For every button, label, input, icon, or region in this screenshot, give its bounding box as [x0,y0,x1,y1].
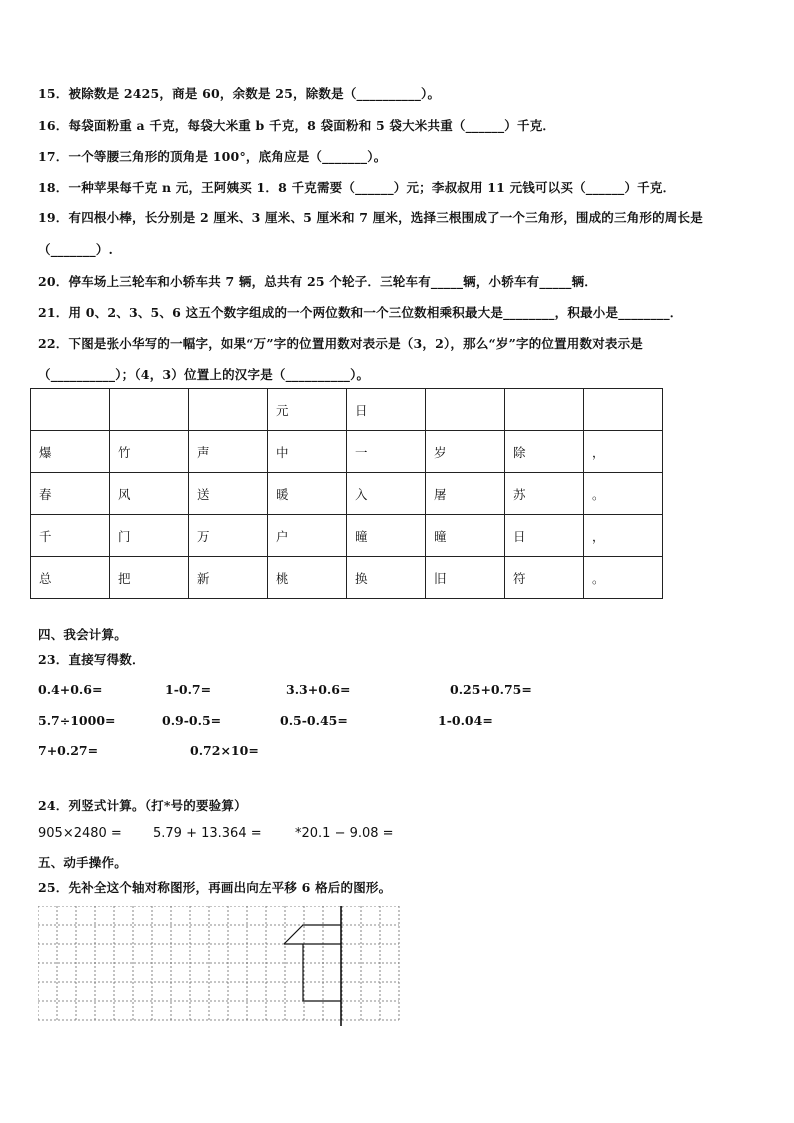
table-cell: 门 [110,515,189,557]
table-row [31,557,663,599]
table-cell: 总 [31,557,110,599]
vertical-calc-item: 5.79 + 13.364 = [153,826,262,841]
calc-item: 0.72×10= [190,743,259,758]
calc-item: 3.3+0.6= [286,682,351,697]
table-cell: 入 [347,473,426,515]
table-cell: 除 [505,431,584,473]
section-5-title: 五、动手操作。 [38,855,127,870]
calc-item: 5.7÷1000= [38,713,116,728]
table-cell: 日 [505,515,584,557]
question-16: 16．每袋面粉重 a 千克，每袋大米重 b 千克，8 袋面粉和 5 袋大米共重（______）千克． [38,118,556,133]
table-cell: 中 [268,431,347,473]
question-25: 25．先补全这个轴对称图形，再画出向左平移 6 格后的图形。 [38,880,392,895]
calc-item: 1-0.04= [438,713,493,728]
half-figure [284,925,341,944]
table-cell [31,389,110,431]
question-24: 24．列竖式计算。（打*号的要验算） [38,798,247,813]
question-19-line1: 19．有四根小棒，长分别是 2 厘米、3 厘米、5 厘米和 7 厘米，选择三根围成了一个三角形，围成的三角形的周长是 [38,210,703,225]
table-cell [426,389,505,431]
table-cell: 竹 [110,431,189,473]
table-cell: 万 [189,515,268,557]
table-row [31,431,663,473]
question-15: 15．被除数是 2425，商是 60，余数是 25，除数是（__________）。 [38,86,441,101]
question-22-line1: 22．下图是张小华写的一幅字，如果“万”字的位置用数对表示是（3，2），那么“岁”字的位置用数对表示是 [38,336,644,351]
table-row [31,473,663,515]
question-23: 23．直接写得数． [38,652,145,667]
question-22-line2: （__________）；（4，3）位置上的汉字是（__________）。 [38,367,370,382]
table-cell [189,389,268,431]
question-21: 21．用 0、2、3、5、6 这五个数字组成的一个两位数和一个三位数相乘积最大是________，积最小是________． [38,305,683,320]
calc-item: 1-0.7= [165,682,212,697]
calc-item: 0.9-0.5= [162,713,222,728]
table-cell: 屠 [426,473,505,515]
calc-item: 0.5-0.45= [280,713,348,728]
table-cell [110,389,189,431]
table-cell: 千 [31,515,110,557]
calligraphy-grid-table [30,388,663,599]
table-cell: 一 [347,431,426,473]
table-row [31,389,663,431]
calc-item: 0.25+0.75= [450,682,532,697]
half-figure-body [303,944,341,1001]
table-cell: 春 [31,473,110,515]
table-cell: 送 [189,473,268,515]
table-cell: 换 [347,557,426,599]
table-cell: 旧 [426,557,505,599]
table-cell: ， [584,431,663,473]
section-4-title: 四、我会计算。 [38,627,127,642]
table-cell: 把 [110,557,189,599]
table-cell: 新 [189,557,268,599]
symmetry-grid [38,906,400,1026]
table-cell: 苏 [505,473,584,515]
table-cell: 符 [505,557,584,599]
calc-item: 0.4+0.6= [38,682,103,697]
table-row [31,515,663,557]
question-19-line2: （_______）. [38,242,114,257]
vertical-calc-item: *20.1 − 9.08 = [295,826,394,841]
table-cell: 。 [584,473,663,515]
table-cell: 。 [584,557,663,599]
table-cell: 声 [189,431,268,473]
question-18: 18．一种苹果每千克 n 元，王阿姨买 1．8 千克需要（______）元；李叔叔用 11 元钱可以买（______）千克． [38,180,676,195]
table-cell: 爆 [31,431,110,473]
table-cell: 户 [268,515,347,557]
vertical-calc-item: 905×2480 = [38,826,122,841]
table-cell: 风 [110,473,189,515]
table-cell: 暖 [268,473,347,515]
table-cell: 曈 [347,515,426,557]
calc-item: 7+0.27= [38,743,99,758]
table-cell: 元 [268,389,347,431]
table-cell: 岁 [426,431,505,473]
table-cell [584,389,663,431]
table-cell: 曈 [426,515,505,557]
question-20: 20．停车场上三轮车和小轿车共 7 辆，总共有 25 个轮子．三轮车有_____辆，小轿车有_____辆． [38,274,597,289]
table-cell [505,389,584,431]
table-cell: 日 [347,389,426,431]
question-17: 17．一个等腰三角形的顶角是 100°，底角应是（_______）。 [38,149,387,164]
table-cell: ， [584,515,663,557]
table-cell: 桃 [268,557,347,599]
